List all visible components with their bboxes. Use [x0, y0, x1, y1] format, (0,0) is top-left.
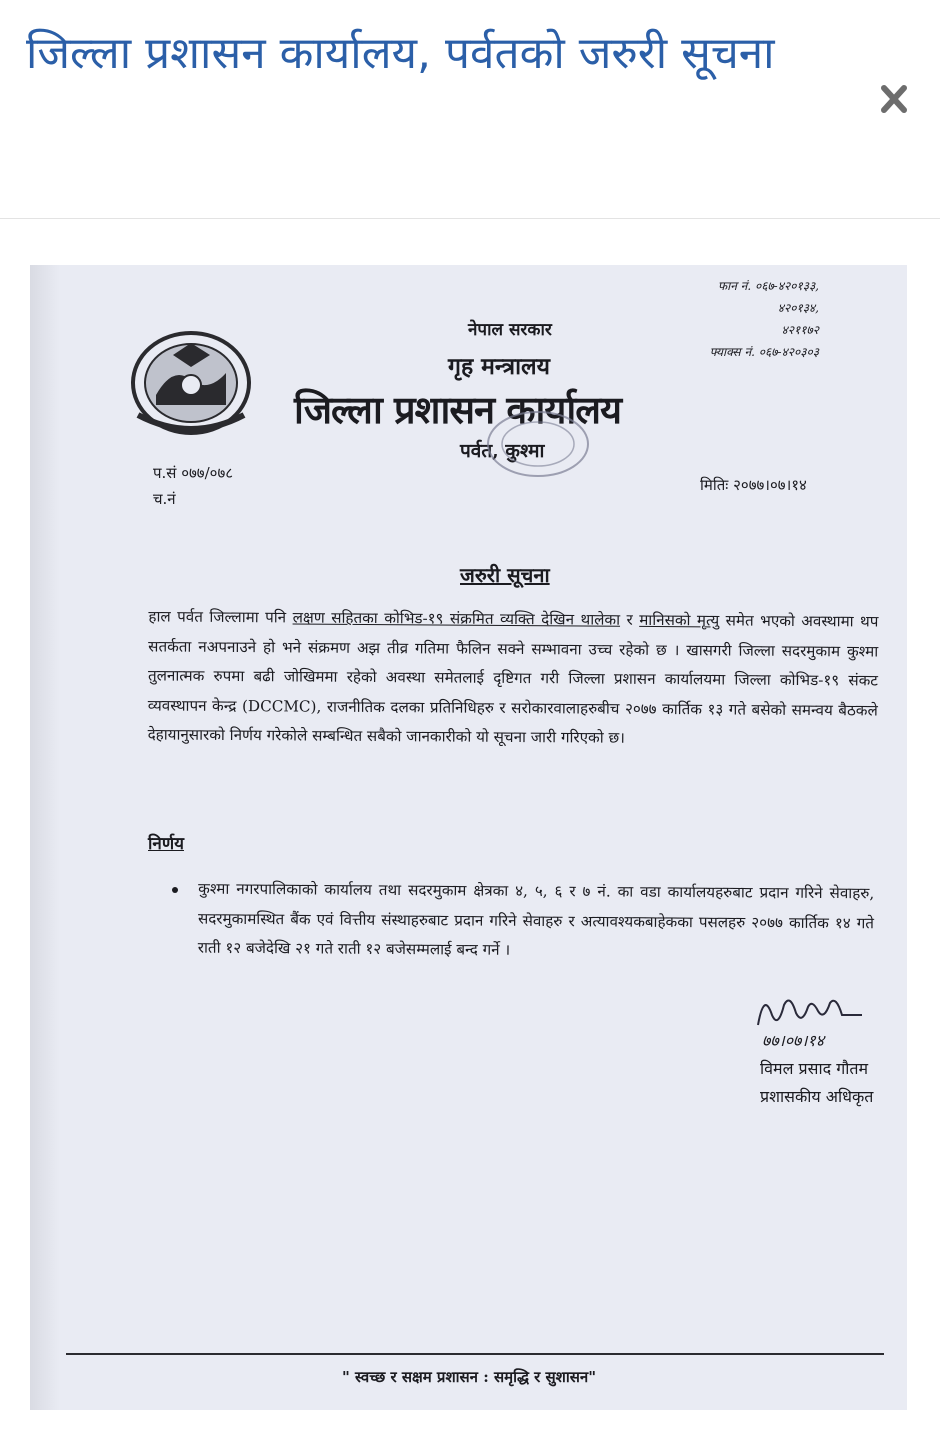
paragraph-text: हाल पर्वत जिल्लामा पनि: [148, 607, 293, 627]
phone-line: ४२०१३४,: [777, 301, 819, 315]
paragraph-text: समेत भएको अवस्थामा थप सतर्कता नअपनाउने हो भने संक्रमण अझ तीव्र गतिमा फैलिन सक्ने सम्भावना उच्च रहेको छ । खासगरी जिल्ला सदरमुकाम कुश्मा तुलनात्मक रुपमा बढी जोखिममा रहेको अवस्था समेतलाई दृष्टिगत गरी जिल्ला प्रशासन कार्यालयमा जिल्ला कोभिड-१९ संकट व्यवस्थापन केन्द्र (DCCMC), राजनीतिक दलका प्रतिनिधिहरु र सरोकारवालाहरुबीच २०७७ कार्तिक १३ गते बसेको समन्वय बैठकले देहायानुसारको निर्णय गरेकोले सम्बन्धित सबैको जानकारीको यो सूचना जारी गरिएको छ।: [147, 611, 879, 747]
handwritten-signature: [750, 985, 870, 1035]
page-title: जिल्ला प्रशासन कार्यालय, पर्वतको जरुरी सूचना: [26, 28, 775, 79]
decision-heading: निर्णय: [148, 834, 184, 854]
paragraph-underlined-text: लक्षण सहितका कोभिड-१९ संक्रमित व्यक्ति देखिन थालेका: [292, 608, 621, 629]
page-header: [0, 0, 940, 219]
ministry-name: गृह मन्त्रालय: [448, 353, 550, 380]
office-stamp-icon: [483, 407, 593, 482]
reference-number: प.सं ०७७/०७८: [153, 464, 234, 482]
notice-date: मितिः २०७७।०७।१४: [700, 476, 807, 494]
notice-heading: जरुरी सूचना: [460, 563, 550, 587]
close-icon[interactable]: [872, 80, 916, 120]
notice-paragraph: [147, 602, 878, 755]
bullet-icon: [172, 887, 178, 893]
close-button[interactable]: [872, 80, 916, 120]
paragraph-text: र: [620, 610, 640, 629]
decision-item: कुश्मा नगरपालिकाको कार्यालय तथा सदरमुकाम क्षेत्रका ४, ५, ६ र ७ नं. का वडा कार्यालयहरुबाट प्रदान गरिने सेवाहरु, सदरमुकामस्थित बैंक एवं वित्तीय संस्थाहरुबाट प्रदान गरिने सेवाहरु र अत्यावश्यकबाहेकका पसलहरु २०७७ कार्तिक १४ गते राती १२ बजेदेखि २१ गते राती १२ बजेसम्मलाई बन्द गर्ने ।: [197, 879, 875, 959]
footer-divider: [66, 1353, 884, 1355]
signature-date: ७७।०७।१४: [762, 1031, 825, 1050]
dispatch-number: च.नं: [153, 490, 176, 508]
fax-line: फ्याक्स नं. ०६७-४२०३०३: [709, 345, 819, 359]
notice-image: [30, 265, 907, 1410]
signatory-name: विमल प्रसाद गौतम: [760, 1059, 869, 1078]
government-name: नेपाल सरकार: [468, 320, 552, 340]
district-name: पर्वत, कुश्मा: [460, 440, 545, 462]
signatory-title: प्रशासकीय अधिकृत: [760, 1087, 874, 1106]
office-name: जिल्ला प्रशासन कार्यालय: [294, 387, 622, 432]
phone-line: फान नं. ०६७-४२०१३३,: [717, 279, 819, 293]
contact-numbers: [710, 275, 819, 363]
paragraph-underlined-text: मानिसको मृत्यु: [639, 610, 720, 630]
nepal-government-emblem-icon: [128, 325, 254, 437]
footer-slogan: " स्वच्छ र सक्षम प्रशासन : समृद्धि र सुशासन": [342, 1368, 597, 1386]
phone-line: ४२११७२: [781, 323, 819, 337]
